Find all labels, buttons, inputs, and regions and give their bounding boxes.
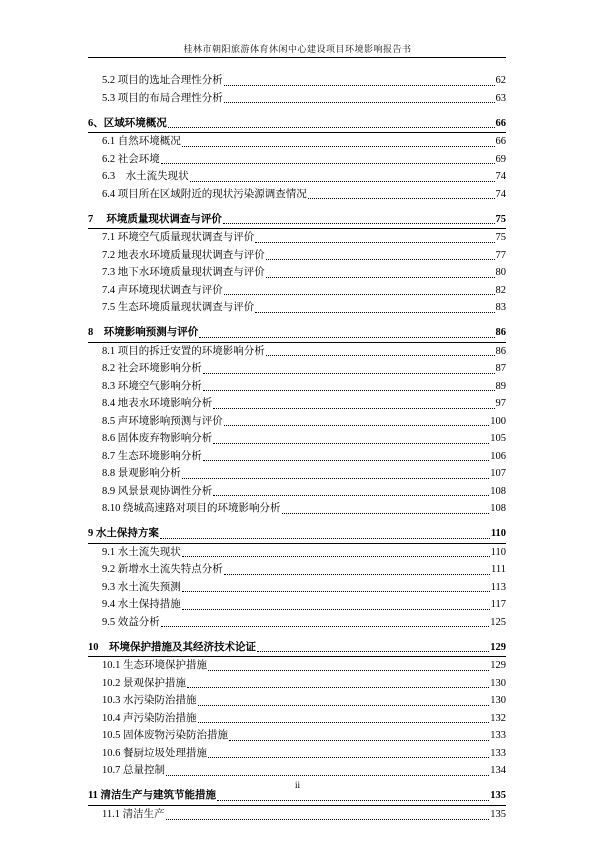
dot-leader (182, 591, 490, 592)
toc-entry-page: 134 (490, 765, 506, 777)
toc-entry-page: 75 (495, 232, 506, 244)
toc-subsection-entry[interactable] (88, 806, 506, 824)
toc-entry-page: 74 (495, 188, 506, 200)
toc-entry-title: 7.5 生态环境质量现状调查与评价 (102, 302, 255, 314)
toc-subsection-entry[interactable] (88, 90, 506, 108)
toc-entry-title: 8.4 地表水环境影响分析 (102, 398, 213, 410)
toc-entry-title: 8.6 固体废弃物影响分析 (102, 433, 213, 445)
toc-subsection-entry[interactable] (88, 186, 506, 204)
toc-entry-title: 9.5 效益分析 (102, 616, 160, 628)
toc-subsection-entry[interactable] (88, 596, 506, 614)
toc-subsection-entry[interactable] (88, 247, 506, 265)
toc-subsection-entry[interactable] (88, 675, 506, 693)
dot-leader (224, 425, 490, 426)
dot-leader (203, 373, 495, 374)
toc-entry-page: 66 (495, 117, 506, 129)
dot-leader (213, 495, 489, 496)
dot-leader (203, 460, 490, 461)
dot-leader (255, 242, 494, 243)
toc-entry-page: 66 (495, 136, 506, 148)
dot-leader (208, 670, 489, 671)
toc-entry-page: 130 (490, 695, 506, 707)
toc-entry-page: 63 (495, 92, 506, 104)
page-number: ii (294, 780, 300, 790)
toc-section-entry[interactable] (88, 211, 506, 229)
toc-subsection-entry[interactable] (88, 500, 506, 518)
dot-leader (266, 277, 495, 278)
toc-subsection-entry[interactable] (88, 282, 506, 300)
dot-leader (217, 800, 489, 801)
toc-entry-title: 6.2 社会环境 (102, 153, 160, 165)
toc-subsection-entry[interactable] (88, 413, 506, 431)
toc-entry-page: 89 (495, 380, 506, 392)
dot-leader (182, 146, 495, 147)
toc-subsection-entry[interactable] (88, 430, 506, 448)
toc-subsection-entry[interactable] (88, 710, 506, 728)
toc-entry-title: 10.1 生态环境保护措施 (102, 660, 207, 672)
toc-entry-title: 8.1 项目的拆迁安置的环境影响分析 (102, 345, 265, 357)
dot-leader (224, 574, 490, 575)
toc-entry-title: 6.4 项目所在区域附近的现状污染源调查情况 (102, 188, 307, 200)
toc-entry-page: 82 (495, 284, 506, 296)
dot-leader (182, 478, 490, 479)
toc-entry-page: 74 (495, 171, 506, 183)
toc-entry-page: 77 (495, 249, 506, 261)
dot-leader (161, 163, 495, 164)
toc-entry-page: 80 (495, 267, 506, 279)
toc-subsection-entry[interactable] (88, 151, 506, 169)
toc-entry-page: 129 (490, 660, 506, 672)
toc-entry-title: 6.3 水土流失现状 (102, 171, 189, 183)
toc-entry-title: 9.3 水土流失预测 (102, 581, 181, 593)
dot-leader (166, 819, 490, 820)
toc-entry-page: 75 (495, 213, 506, 225)
dot-leader (203, 390, 495, 391)
toc-entry-title: 6、区域环境概况 (88, 117, 167, 129)
toc-entry-title: 10 环境保护措施及其经济技术论证 (88, 641, 256, 653)
toc-entry-page: 106 (490, 450, 506, 462)
dot-leader (224, 85, 495, 86)
toc-entry-title: 5.3 项目的布局合理性分析 (102, 92, 223, 104)
toc-entry-page: 86 (495, 345, 506, 357)
toc-entry-page: 100 (490, 415, 506, 427)
toc-subsection-entry[interactable] (88, 72, 506, 90)
toc-entry-title: 11 清洁生产与建筑节能措施 (88, 790, 217, 802)
table-of-contents (88, 72, 506, 824)
toc-subsection-entry[interactable] (88, 614, 506, 632)
toc-entry-title: 7.4 声环境现状调查与评价 (102, 284, 223, 296)
toc-entry-page: 130 (490, 677, 506, 689)
toc-subsection-entry[interactable] (88, 343, 506, 361)
toc-subsection-entry[interactable] (88, 465, 506, 483)
dot-leader (213, 408, 494, 409)
toc-entry-title: 9.4 水土保持措施 (102, 599, 181, 611)
toc-entry-title: 8.2 社会环境影响分析 (102, 363, 202, 375)
toc-entry-page: 108 (490, 485, 506, 497)
dot-leader (166, 775, 489, 776)
header-rule (88, 57, 506, 58)
toc-entry-page: 135 (490, 790, 506, 802)
toc-entry-title: 9 水土保持方案 (88, 528, 159, 540)
toc-subsection-entry[interactable] (88, 727, 506, 745)
toc-entry-page: 86 (495, 327, 506, 339)
toc-entry-title: 9.2 新增水土流失特点分析 (102, 564, 223, 576)
toc-subsection-entry[interactable] (88, 299, 506, 317)
dot-leader (266, 259, 495, 260)
toc-subsection-entry[interactable] (88, 378, 506, 396)
toc-entry-page: 69 (495, 153, 506, 165)
dot-leader (160, 538, 490, 539)
dot-leader (182, 556, 490, 557)
dot-leader (224, 294, 495, 295)
dot-leader (257, 651, 489, 652)
toc-entry-title: 7 环境质量现状调查与评价 (88, 213, 222, 225)
toc-entry-page: 110 (490, 546, 506, 558)
toc-entry-page: 87 (495, 363, 506, 375)
dot-leader (266, 355, 495, 356)
toc-entry-page: 107 (490, 468, 506, 480)
toc-entry-title: 8.3 环境空气影响分析 (102, 380, 202, 392)
toc-subsection-entry[interactable] (88, 264, 506, 282)
dot-leader (224, 102, 495, 103)
dot-leader (198, 705, 490, 706)
dot-leader (255, 312, 494, 313)
toc-entry-page: 111 (491, 564, 506, 576)
toc-entry-page: 132 (490, 712, 506, 724)
toc-subsection-entry[interactable] (88, 762, 506, 780)
toc-section-entry[interactable] (88, 525, 506, 543)
toc-entry-page: 108 (490, 503, 506, 515)
toc-subsection-entry[interactable] (88, 745, 506, 763)
toc-entry-title: 8.7 生态环境影响分析 (102, 450, 202, 462)
toc-entry-page: 113 (490, 581, 506, 593)
toc-entry-title: 10.4 声污染防治措施 (102, 712, 197, 724)
toc-entry-page: 110 (490, 528, 506, 540)
toc-subsection-entry[interactable] (88, 544, 506, 562)
dot-leader (223, 223, 495, 224)
toc-entry-title: 11.1 清洁生产 (102, 809, 165, 821)
toc-entry-page: 129 (490, 641, 506, 653)
toc-subsection-entry[interactable] (88, 579, 506, 597)
dot-leader (190, 181, 495, 182)
toc-entry-title: 5.2 项目的选址合理性分析 (102, 75, 223, 86)
dot-leader (213, 443, 489, 444)
toc-section-entry[interactable] (88, 324, 506, 342)
toc-entry-title: 10.3 水污染防治措施 (102, 695, 197, 707)
toc-entry-page: 133 (490, 747, 506, 759)
toc-subsection-entry[interactable] (88, 360, 506, 378)
dot-leader (208, 757, 489, 758)
toc-entry-title: 10.5 固体废物污染防治措施 (102, 730, 228, 742)
toc-entry-title: 6.1 自然环境概况 (102, 136, 181, 148)
toc-entry-title: 10.6 餐厨垃圾处理措施 (102, 747, 207, 759)
toc-subsection-entry[interactable] (88, 133, 506, 151)
toc-subsection-entry[interactable] (88, 395, 506, 413)
toc-entry-title: 9.1 水土流失现状 (102, 546, 181, 558)
toc-entry-title: 7.1 环境空气质量现状调查与评价 (102, 232, 255, 244)
toc-entry-title: 7.2 地表水环境质量现状调查与评价 (102, 249, 265, 261)
dot-leader (282, 513, 490, 514)
dot-leader (161, 626, 490, 627)
dot-leader (182, 609, 490, 610)
toc-subsection-entry[interactable] (88, 692, 506, 710)
toc-subsection-entry[interactable] (88, 657, 506, 675)
toc-entry-title: 8.10 绕城高速路对项目的环境影响分析 (102, 503, 281, 515)
dot-leader (229, 740, 489, 741)
toc-subsection-entry[interactable] (88, 483, 506, 501)
toc-entry-title: 8.8 景观影响分析 (102, 468, 181, 480)
toc-entry-page: 125 (490, 616, 506, 628)
toc-entry-page: 105 (490, 433, 506, 445)
toc-section-entry[interactable] (88, 115, 506, 133)
toc-entry-page: 97 (495, 398, 506, 410)
dot-leader (198, 722, 490, 723)
toc-entry-title: 8 环境影响预测与评价 (88, 327, 199, 339)
toc-entry-page: 117 (490, 599, 506, 611)
toc-entry-title: 8.9 风景景观协调性分析 (102, 485, 213, 497)
toc-entry-page: 135 (490, 809, 506, 821)
toc-entry-title: 7.3 地下水环境质量现状调查与评价 (102, 267, 265, 279)
toc-entry-title: 10.7 总量控制 (102, 765, 165, 777)
toc-subsection-entry[interactable] (88, 168, 506, 186)
dot-leader (308, 198, 495, 199)
running-header: 桂林市朝阳旅游体育休闲中心建设项目环境影响报告书 (183, 44, 412, 54)
toc-entry-title: 10.2 景观保护措施 (102, 677, 186, 689)
dot-leader (168, 127, 495, 128)
toc-subsection-entry[interactable] (88, 561, 506, 579)
dot-leader (199, 337, 494, 338)
toc-entry-page: 62 (495, 75, 506, 86)
toc-subsection-entry[interactable] (88, 448, 506, 466)
dot-leader (187, 687, 489, 688)
toc-entry-page: 83 (495, 302, 506, 314)
toc-section-entry[interactable] (88, 639, 506, 657)
toc-section-entry[interactable] (88, 787, 506, 805)
toc-subsection-entry[interactable] (88, 229, 506, 247)
toc-entry-title: 8.5 声环境影响预测与评价 (102, 415, 223, 427)
toc-entry-page: 133 (490, 730, 506, 742)
